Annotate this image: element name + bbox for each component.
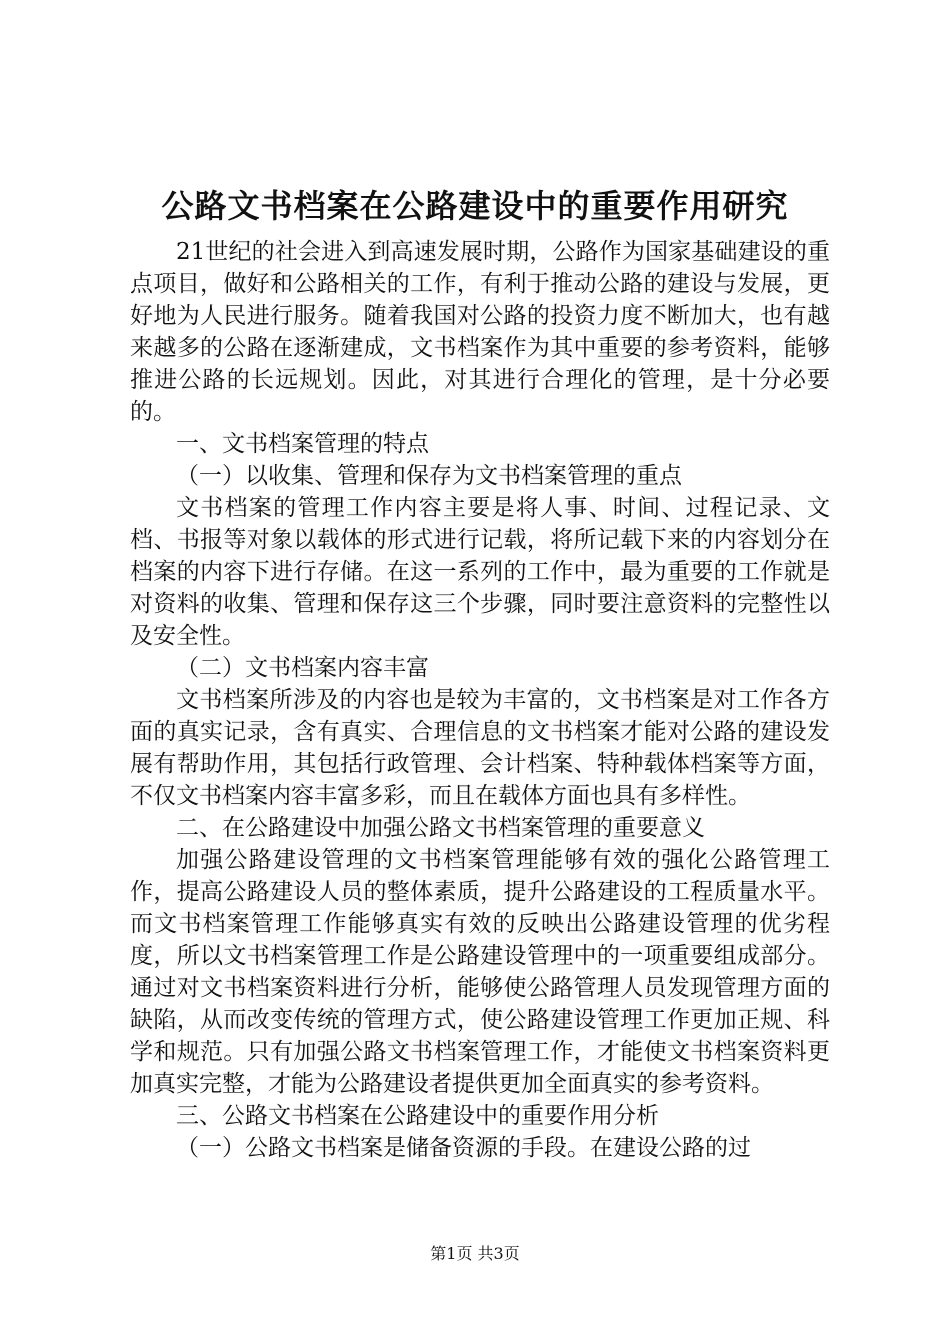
document-title: 公路文书档案在公路建设中的重要作用研究 [161,187,789,225]
subsection-heading-3-1: （一）公路文书档案是储备资源的手段。在建设公路的过 [176,1135,751,1161]
page-footer: 第1页 共3页 [430,1244,520,1263]
subsection-heading-1-2: （二）文书档案内容丰富 [176,655,429,681]
section-heading-2: 二、在公路建设中加强公路文书档案管理的重要意义 [176,815,705,841]
paragraph-intro: 21世纪的社会进入到高速发展时期，公路作为国家基础建设的重点项目，做好和公路相关的工作，有利于推动公路的建设与发展，更好地为人民进行服务。随着我国对公路的投资力度不断加大，也有越来越多的公路在逐渐建成，文书档案作为其中重要的参考资料，能够推进公路的长远规划。因此，对其进行合理化的管理，是十分必要的。 [130,239,830,425]
paragraph-1-2: 文书档案所涉及的内容也是较为丰富的，文书档案是对工作各方面的真实记录，含有真实、合理信息的文书档案才能对公路的建设发展有帮助作用，其包括行政管理、会计档案、特种载体档案等方面，不仅文书档案内容丰富多彩，而且在载体方面也具有多样性。 [130,687,830,809]
document-body [130,236,830,1164]
subsection-heading-1-1: （一）以收集、管理和保存为文书档案管理的重点 [176,463,682,489]
section-heading-1: 一、文书档案管理的特点 [176,431,429,457]
paragraph-1-1: 文书档案的管理工作内容主要是将人事、时间、过程记录、文档、书报等对象以载体的形式进行记载，将所记载下来的内容划分在档案的内容下进行存储。在这一系列的工作中，最为重要的工作就是对资料的收集、管理和保存这三个步骤，同时要注意资料的完整性以及安全性。 [130,495,830,649]
section-heading-3: 三、公路文书档案在公路建设中的重要作用分析 [176,1103,659,1129]
paragraph-2: 加强公路建设管理的文书档案管理能够有效的强化公路管理工作，提高公路建设人员的整体素质，提升公路建设的工程质量水平。而文书档案管理工作能够真实有效的反映出公路建设管理的优劣程度，所以文书档案管理工作是公路建设管理中的一项重要组成部分。通过对文书档案资料进行分析，能够使公路管理人员发现管理方面的缺陷，从而改变传统的管理方式，使公路建设管理工作更加正规、科学和规范。只有加强公路文书档案管理工作，才能使文书档案资料更加真实完整，才能为公路建设者提供更加全面真实的参考资料。 [130,847,830,1097]
